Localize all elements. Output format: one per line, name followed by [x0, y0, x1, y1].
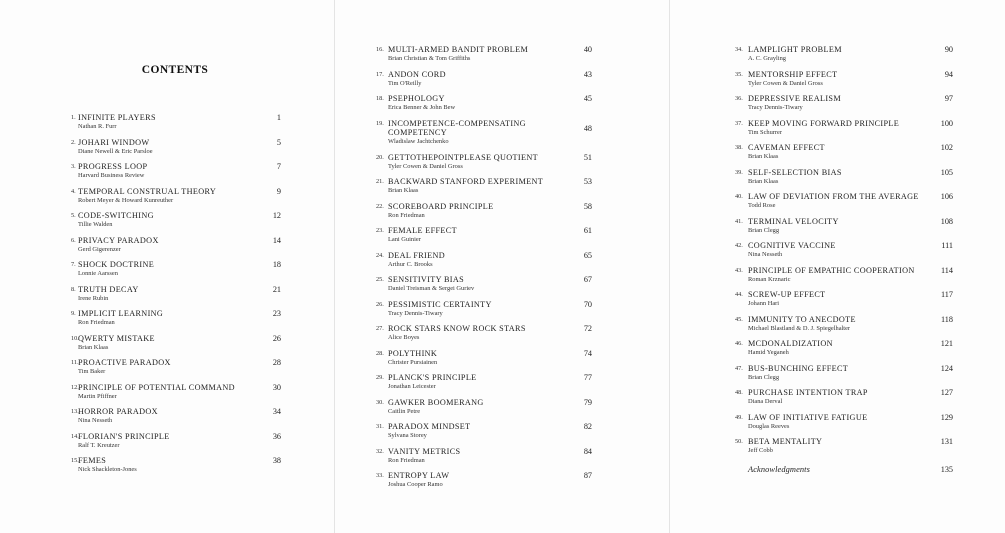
entry-title: SCOREBOARD PRINCIPLE — [388, 201, 494, 211]
entry-number: 32. — [376, 447, 384, 455]
entry-author: Hamid Yeganeh — [748, 349, 789, 356]
entry-author: Harvard Business Review — [78, 172, 145, 179]
entry-title: BUS-BUNCHING EFFECT — [748, 363, 849, 373]
entry-page-number: 87 — [583, 471, 592, 480]
entry-number: 28. — [376, 349, 384, 357]
entry-title: PRINCIPLE OF EMPATHIC COOPERATION — [748, 265, 915, 275]
entry-author: Joshua Cooper Ramo — [388, 481, 443, 488]
entry-title: PROACTIVE PARADOX — [78, 358, 171, 367]
entry-number: 6. — [71, 236, 76, 244]
acknowledgments-page-number: 135 — [940, 464, 953, 474]
entry-author: Robert Meyer & Howard Kunreuther — [78, 196, 174, 204]
entry-author: Wladislaw Jachtchenko — [388, 138, 449, 145]
entry-author: Nina Nesseth — [78, 417, 113, 424]
entry-title: KEEP MOVING FORWARD PRINCIPLE — [748, 118, 900, 128]
entry-author: Erica Benner & John Bew — [388, 104, 456, 111]
entry-number: 44. — [735, 291, 743, 298]
entry-page-number: 38 — [272, 456, 281, 465]
entry-title: GETTOTHEPOINTPLEASE QUOTIENT — [388, 152, 538, 162]
entry-author: Brian Clegg — [748, 226, 780, 234]
entry-author: Diane Newell & Eric Parsloe — [78, 147, 153, 155]
entry-title: SENSITIVITY BIAS — [388, 275, 465, 284]
entry-page-number: 97 — [944, 94, 953, 103]
contents-title: CONTENTS — [141, 64, 209, 76]
entry-title: SELF-SELECTION BIAS — [748, 167, 842, 177]
entry-number: 13. — [71, 408, 79, 415]
entry-number: 16. — [376, 46, 384, 53]
entry-title: DEAL FRIEND — [388, 250, 445, 260]
entry-title: CAVEMAN EFFECT — [748, 143, 825, 152]
entry-number: 42. — [735, 242, 743, 249]
entry-number: 40. — [735, 193, 743, 200]
entry-number: 39. — [735, 168, 743, 176]
entry-author: Tillie Walden — [78, 221, 113, 228]
entry-title: TEMPORAL CONSTRUAL THEORY — [78, 186, 217, 196]
entry-page-number: 124 — [940, 363, 953, 373]
entry-page-number: 45 — [583, 94, 592, 103]
entry-number: 30. — [376, 398, 384, 406]
entry-number: 49. — [735, 413, 743, 421]
entry-number: 5. — [71, 212, 76, 219]
entry-title: PRINCIPLE OF POTENTIAL COMMAND — [78, 382, 235, 392]
entry-page-number: 108 — [940, 216, 953, 226]
entry-number: 48. — [735, 389, 743, 396]
entry-author: Christer Pursiainen — [388, 358, 438, 366]
entry-number: 12. — [71, 383, 79, 391]
entry-number: 17. — [376, 70, 384, 78]
entry-title: TERMINAL VELOCITY — [748, 216, 839, 226]
entry-author: Martin Pfiffner — [78, 392, 117, 400]
entry-number: 26. — [376, 300, 384, 308]
entry-page-number: 40 — [583, 45, 592, 54]
entry-author: Ron Friedman — [388, 456, 425, 464]
entry-number: 25. — [376, 276, 384, 283]
entry-number: 7. — [71, 261, 76, 268]
entry-author: Johann Hari — [748, 300, 780, 307]
entry-page-number: 127 — [940, 388, 953, 397]
entry-page-number: 28 — [272, 358, 281, 367]
entry-author: Jeff Cobb — [748, 447, 773, 454]
entry-page-number: 12 — [272, 211, 281, 220]
entry-page-number: 79 — [583, 397, 592, 407]
entry-author: Jonathan Leicester — [388, 383, 436, 390]
entry-title: LAW OF DEVIATION FROM THE AVERAGE — [748, 192, 919, 201]
entry-author: Tyler Cowen & Daniel Gross — [748, 79, 823, 87]
entry-author: A. C. Grayling — [748, 55, 786, 62]
entry-page-number: 100 — [940, 118, 953, 128]
entry-number: 9. — [71, 310, 76, 317]
entry-page-number: 48 — [583, 123, 592, 133]
entry-page-number: 21 — [272, 284, 281, 294]
entry-number: 33. — [376, 472, 384, 479]
entry-author: Todd Rose — [748, 202, 776, 209]
entry-author: Brian Clegg — [748, 373, 780, 381]
entry-author: Tim O'Reilly — [388, 79, 422, 87]
entry-number: 45. — [735, 315, 743, 323]
page-left — [0, 0, 334, 533]
entry-title: MCDONALDIZATION — [748, 339, 833, 348]
entry-number: 29. — [376, 374, 384, 381]
entry-page-number: 36 — [272, 431, 281, 441]
entry-page-number: 84 — [583, 446, 592, 456]
entry-number: 11. — [71, 359, 79, 366]
entry-page-number: 118 — [941, 314, 953, 324]
entry-number: 24. — [376, 251, 384, 259]
entry-author: Sylvana Storey — [388, 432, 427, 439]
entry-number: 31. — [376, 423, 384, 430]
entry-number: 2. — [71, 138, 76, 146]
entry-author: Tyler Cowen & Daniel Gross — [388, 162, 463, 170]
entry-title: SCREW-UP EFFECT — [748, 290, 826, 299]
entry-title: PESSIMISTIC CERTAINTY — [388, 299, 492, 309]
entry-page-number: 61 — [583, 226, 592, 235]
entry-author: Michael Blastland & D. J. Spiegelhalter — [748, 324, 851, 332]
entry-title: INCOMPETENCE-COMPENSATING — [388, 118, 526, 128]
entry-number: 36. — [735, 95, 743, 102]
entry-title: LAW OF INITIATIVE FATIGUE — [748, 412, 868, 422]
entry-author: Gerd Gigerenzer — [78, 245, 121, 253]
entry-number: 19. — [376, 119, 384, 127]
entry-number: 10. — [71, 334, 79, 342]
entry-page-number: 14 — [272, 235, 281, 245]
entry-title: JOHARI WINDOW — [78, 137, 150, 147]
entry-title: POLYTHINK — [388, 348, 438, 358]
entry-author: Tracy Dennis-Tiwary — [748, 104, 803, 111]
entry-author: Lani Guinier — [388, 236, 421, 243]
entry-title: DEPRESSIVE REALISM — [748, 94, 841, 103]
entry-number: 15. — [71, 457, 79, 464]
entry-page-number: 94 — [944, 69, 953, 79]
entry-title: BETA MENTALITY — [748, 437, 823, 446]
entry-page-number: 23 — [272, 309, 281, 318]
entry-author: Nick Shackleton-Jones — [78, 466, 137, 473]
page-right — [670, 0, 1005, 533]
entry-title: HORROR PARADOX — [78, 407, 158, 416]
entry-title: MENTORSHIP EFFECT — [748, 69, 838, 79]
entry-number: 21. — [376, 178, 384, 185]
entry-page-number: 114 — [941, 265, 953, 275]
entry-author: Brian Klaas — [388, 187, 419, 194]
entry-page-number: 65 — [583, 250, 592, 260]
entry-page-number: 106 — [940, 192, 953, 201]
entry-title: QWERTY MISTAKE — [78, 333, 155, 343]
entry-title: PROGRESS LOOP — [78, 162, 148, 171]
entry-page-number: 70 — [583, 299, 592, 309]
entry-author: Douglas Reeves — [748, 422, 790, 430]
entry-page-number: 5 — [276, 137, 281, 147]
entry-page-number: 1 — [276, 113, 281, 122]
entry-number: 18. — [376, 95, 384, 102]
entry-author: Alice Boyes — [388, 334, 420, 341]
entry-page-number: 117 — [941, 290, 953, 299]
entry-author: Brian Christian & Tom Griffiths — [388, 55, 471, 62]
entry-author: Ron Friedman — [388, 211, 425, 219]
entry-page-number: 26 — [272, 333, 281, 343]
entry-author: Brian Klaas — [748, 153, 779, 160]
entry-title: ANDON CORD — [388, 69, 446, 79]
entry-page-number: 102 — [940, 143, 953, 152]
entry-title: INFINITE PLAYERS — [78, 113, 156, 122]
entry-title: MULTI-ARMED BANDIT PROBLEM — [388, 45, 529, 54]
entry-author: Arthur C. Brooks — [388, 260, 433, 268]
entry-title: GAWKER BOOMERANG — [388, 397, 484, 407]
entry-page-number: 7 — [276, 162, 281, 171]
entry-title: BACKWARD STANFORD EXPERIMENT — [388, 177, 544, 186]
entry-title: PURCHASE INTENTION TRAP — [748, 388, 868, 397]
entry-author: Roman Krznaric — [748, 275, 791, 283]
entry-author: Brian Klaas — [748, 177, 779, 185]
entry-number: 34. — [735, 46, 743, 53]
entry-title: FLORIAN'S PRINCIPLE — [78, 431, 170, 441]
entry-author: Tracy Dennis-Tiwary — [388, 309, 443, 317]
entry-page-number: 121 — [940, 339, 953, 348]
entry-author: Tim Schurrer — [748, 128, 783, 136]
entry-title: LAMPLIGHT PROBLEM — [748, 45, 842, 54]
entry-author: Caitlin Petre — [388, 407, 421, 415]
entry-page-number: 9 — [276, 186, 281, 196]
entry-title: ENTROPY LAW — [388, 471, 450, 480]
entry-number: 1. — [71, 114, 76, 121]
entry-author: Diana Derval — [748, 398, 783, 405]
entry-title: SHOCK DOCTRINE — [78, 260, 155, 269]
entry-page-number: 131 — [940, 437, 953, 446]
entry-author: Irene Rubin — [78, 294, 109, 302]
entry-title: FEMALE EFFECT — [388, 226, 457, 235]
entry-page-number: 34 — [272, 407, 281, 416]
entry-number: 38. — [735, 144, 743, 151]
entry-title: COGNITIVE VACCINE — [748, 241, 836, 250]
entry-author: Brian Klaas — [78, 343, 109, 351]
entry-number: 43. — [735, 266, 743, 274]
entry-title: PARADOX MINDSET — [388, 422, 471, 431]
entry-author: Lonnie Aarssen — [78, 270, 118, 277]
entry-title: PRIVACY PARADOX — [78, 235, 159, 245]
entry-title: ROCK STARS KNOW ROCK STARS — [388, 324, 526, 333]
entry-page-number: 74 — [583, 348, 592, 358]
entry-title: VANITY METRICS — [388, 446, 461, 456]
entry-title: PLANCK'S PRINCIPLE — [388, 373, 477, 382]
entry-title: FEMES — [78, 456, 107, 465]
entry-page-number: 111 — [941, 241, 953, 250]
entry-title: PSEPHOLOGY — [388, 94, 445, 103]
entry-author: Ron Friedman — [78, 319, 115, 326]
entry-title-continued: COMPETENCY — [388, 128, 447, 137]
entry-number: 47. — [735, 364, 743, 372]
entry-author: Ralf T. Kreutzer — [78, 441, 120, 449]
entry-title: IMMUNITY TO ANECDOTE — [748, 314, 856, 324]
page-middle — [335, 0, 669, 533]
entry-number: 8. — [71, 285, 76, 293]
entry-page-number: 30 — [272, 382, 281, 392]
entry-number: 23. — [376, 227, 384, 234]
entry-number: 46. — [735, 340, 743, 347]
entry-author: Daniel Treisman & Sergei Guriev — [388, 285, 475, 292]
entry-number: 3. — [71, 163, 76, 170]
entry-page-number: 129 — [940, 412, 953, 422]
entry-number: 37. — [735, 119, 743, 127]
entry-number: 4. — [71, 187, 76, 195]
entry-number: 50. — [735, 438, 743, 445]
entry-page-number: 72 — [583, 324, 592, 333]
entry-page-number: 105 — [940, 167, 953, 177]
entry-number: 27. — [376, 325, 384, 332]
entry-page-number: 58 — [583, 201, 592, 211]
entry-title: TRUTH DECAY — [78, 284, 139, 294]
entry-number: 41. — [735, 217, 743, 225]
entry-page-number: 53 — [583, 177, 592, 186]
entry-number: 22. — [376, 202, 384, 210]
entry-page-number: 18 — [272, 260, 281, 269]
entry-page-number: 51 — [583, 152, 592, 162]
entry-title: CODE-SWITCHING — [78, 211, 154, 220]
entry-page-number: 82 — [583, 422, 592, 431]
entry-page-number: 67 — [583, 275, 592, 284]
entry-title: IMPLICIT LEARNING — [78, 309, 164, 318]
entry-page-number: 77 — [583, 373, 592, 382]
entry-number: 35. — [735, 70, 743, 78]
entry-page-number: 90 — [944, 45, 953, 54]
entry-number: 20. — [376, 153, 384, 161]
entry-number: 14. — [71, 432, 79, 440]
entry-page-number: 43 — [583, 69, 592, 79]
entry-author: Nina Nesseth — [748, 251, 783, 258]
acknowledgments-title: Acknowledgments — [748, 464, 810, 474]
entry-author: Tim Baker — [78, 368, 106, 375]
entry-author: Nathan R. Furr — [78, 123, 117, 130]
